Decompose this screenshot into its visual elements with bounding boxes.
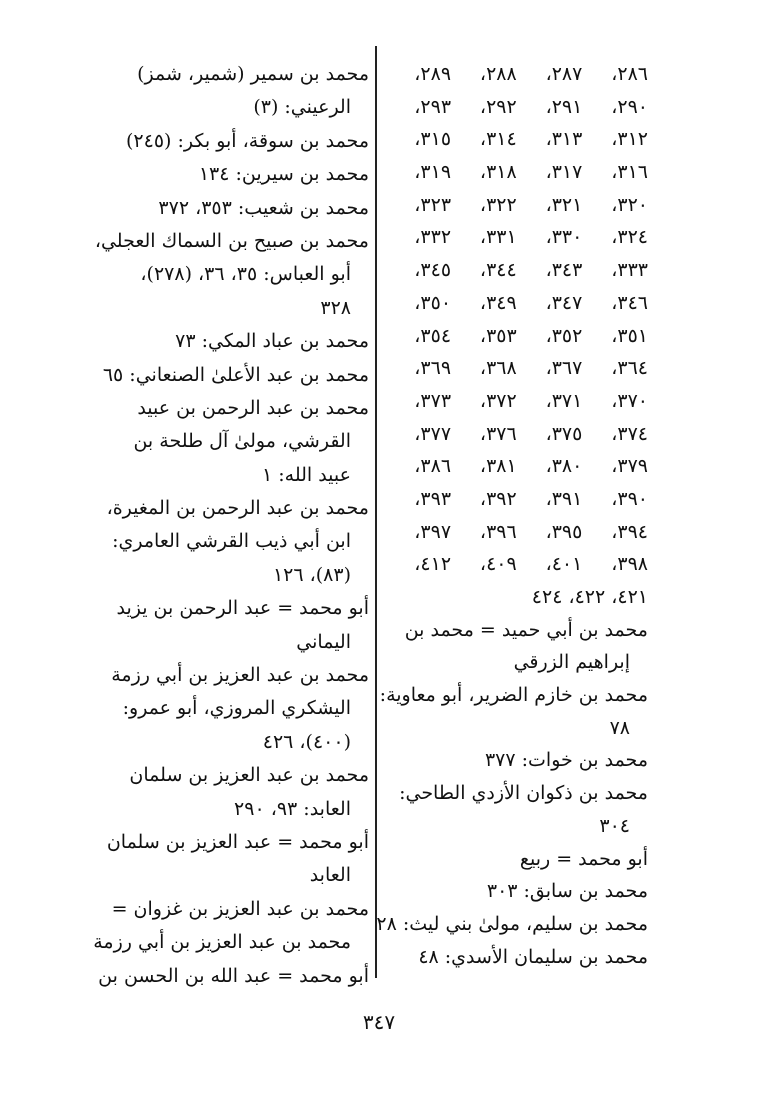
page-ref: ٣٥٣، [479, 324, 517, 347]
page-ref: ٤١٢، [414, 553, 452, 576]
page-ref: ٣١٩، [414, 161, 452, 184]
index-number-row [386, 516, 648, 549]
index-entry: محمد بن أبي حميد = محمد بن [404, 618, 648, 641]
index-entry: محمد بن صبيح بن السماك العجلي، [94, 229, 369, 252]
page-ref: ٣٦٧، [545, 357, 583, 380]
page-ref: ٣٧٤، [611, 422, 648, 445]
index-line: ٤٢١، ٤٢٢، ٤٢٤ [531, 586, 648, 608]
page-ref: ٣٢١، [545, 193, 583, 216]
index-entry: محمد بن ذكوان الأزدي الطاحي: [399, 782, 648, 805]
index-number-row [386, 254, 648, 287]
page-ref: ٣٩٢، [479, 487, 517, 510]
page-ref: ٤٠٩، [479, 553, 517, 576]
index-entry-continuation: إبراهيم الزرقي [513, 651, 630, 674]
page-ref: ٢٩٣، [414, 95, 452, 118]
index-entry: محمد بن خوات: ٣٧٧ [484, 749, 648, 772]
page-ref: ٣٢٠، [611, 193, 648, 216]
page-ref: ٣١٧، [545, 161, 583, 184]
page-ref: ٣٤٦، [611, 291, 648, 314]
page-ref: ٢٩١، [545, 95, 583, 118]
index-number-row [386, 483, 648, 516]
page-ref: ٣٣٣، [611, 259, 648, 282]
page-ref: ٣١٢، [611, 128, 648, 151]
page-ref: ٣٤٥، [414, 259, 452, 282]
page-ref: ٣٨٦، [414, 455, 452, 478]
page-ref: ٣٩٦، [479, 520, 517, 543]
column-divider [375, 46, 377, 978]
index-number-row [386, 450, 648, 483]
index-entry: محمد بن خازم الضرير، أبو معاوية: [379, 684, 648, 707]
index-entry-continuation: (٤٠٠)، ٤٢٦ [262, 730, 351, 753]
page-ref: ٣٦٩، [414, 357, 452, 380]
index-entry-continuation: ابن أبي ذيب القرشي العامري: [112, 530, 351, 553]
page-ref: ٣٤٩، [479, 291, 517, 314]
page-ref: ٣١٣، [545, 128, 583, 151]
page-ref: ٢٨٦، [611, 63, 648, 85]
index-entry-continuation: العابد: ٩٣، ٢٩٠ [234, 797, 351, 820]
page-ref: ٣٣٢، [414, 226, 452, 249]
index-entry: محمد بن عبد الرحمن بن عبيد [137, 396, 369, 419]
page-ref: ٣٧٣، [414, 389, 452, 412]
page-ref: ٣٧٥، [545, 422, 583, 445]
page-ref: ٣٤٤، [479, 259, 517, 282]
page-ref: ٣٨٠، [545, 455, 583, 478]
index-entry: محمد بن سابق: ٣٠٣ [486, 880, 648, 903]
index-entry-continuation: القرشي، مولىٰ آل طلحة بن [133, 430, 351, 453]
page-ref: ٣٦٤، [611, 357, 648, 380]
page-ref: ٣٩٧، [414, 520, 452, 543]
page-ref: ٣٢٣، [414, 193, 452, 216]
index-entry: محمد بن سمير (شمير، شمز) [137, 63, 369, 85]
index-entry: أبو محمد = عبد الرحمن بن يزيد [116, 597, 369, 620]
page-ref: ٣٧٠، [611, 389, 648, 412]
page-ref: ٣٤٧، [545, 291, 583, 314]
page-ref: ٤٠١، [545, 553, 583, 576]
page-ref: ٣٨١، [479, 455, 517, 478]
index-entry-continuation: محمد بن عبد العزيز بن أبي رزمة [93, 931, 351, 954]
index-number-row [386, 156, 648, 189]
page-ref: ٣٢٤، [611, 226, 648, 249]
page-ref: ٣٥٠، [414, 291, 452, 314]
index-number-row [386, 287, 648, 320]
index-entry-continuation: عبيد الله: ١ [261, 463, 351, 486]
page-ref: ٣٩٨، [611, 553, 648, 576]
index-entry-continuation: اليشكري المروزي، أبو عمرو: [122, 697, 351, 720]
index-entry: أبو محمد = عبد العزيز بن سلمان [106, 830, 369, 853]
page-ref: ٣٣٠، [545, 226, 583, 249]
index-number-row [386, 352, 648, 385]
index-entry: أبو محمد = ربيع [519, 847, 648, 870]
index-entry: أبو محمد = عبد الله بن الحسن بن [98, 964, 369, 987]
page-ref: ٢٨٨، [479, 63, 517, 85]
index-number-row [386, 548, 648, 581]
page-ref: ٢٩٢، [479, 95, 517, 118]
page-ref: ٣١٨، [479, 161, 517, 184]
index-entry-continuation: أبو العباس: ٣٥، ٣٦، (٢٧٨)، [140, 263, 351, 286]
page-ref: ٣٤٣، [545, 259, 583, 282]
index-number-row [386, 123, 648, 156]
index-number-row [386, 189, 648, 222]
page-ref: ٣٦٨، [479, 357, 517, 380]
index-number-row [386, 385, 648, 418]
right-column [376, 58, 648, 973]
page-ref: ٣٩١، [545, 487, 583, 510]
index-entry-continuation: الرعيني: (٣) [253, 96, 351, 119]
index-entry: محمد بن عبد العزيز بن سلمان [129, 764, 369, 787]
page-ref: ٣٢٢، [479, 193, 517, 216]
page-ref: ٣٥٢، [545, 324, 583, 347]
page-ref: ٣٧١، [545, 389, 583, 412]
index-entry-continuation: اليماني [296, 630, 351, 653]
index-entry: محمد بن عبد الرحمن بن المغيرة، [106, 497, 369, 520]
page-ref: ٢٨٩، [414, 63, 452, 85]
index-number-row [386, 418, 648, 451]
index-entry: محمد بن عباد المكي: ٧٣ [175, 330, 369, 353]
page-ref: ٢٩٠، [611, 95, 648, 118]
index-entry: محمد بن عبد العزيز بن أبي رزمة [111, 664, 369, 687]
page-ref: ٣٧٩، [611, 455, 648, 478]
page-ref: ٣٧٦، [479, 422, 517, 445]
page-ref: ٣١٦، [611, 161, 648, 184]
index-number-row [386, 91, 648, 124]
index-entry-continuation: ٣٢٨ [320, 296, 351, 319]
index-entry: محمد بن سليمان الأسدي: ٤٨ [418, 945, 648, 968]
page-ref: ٢٨٧، [545, 63, 583, 85]
page-ref: ٣٥١، [611, 324, 648, 347]
index-entry: محمد بن سيرين: ١٣٤ [198, 163, 369, 186]
index-number-row [386, 58, 648, 91]
page-ref: ٣٩٠، [611, 487, 648, 510]
page-ref: ٣٩٤، [611, 520, 648, 543]
page-ref: ٣٩٣، [414, 487, 452, 510]
index-entry-continuation: ٣٠٤ [599, 814, 630, 837]
page-ref: ٣١٥، [414, 128, 452, 151]
index-entry: محمد بن عبد العزيز بن غزوان = [111, 897, 369, 920]
index-entry-continuation: العابد [309, 864, 351, 887]
page-ref: ٣٩٥، [545, 520, 583, 543]
page-ref: ٣٣١، [479, 226, 517, 249]
page-ref: ٣٧٧، [414, 422, 452, 445]
index-entry: محمد بن سليم، مولىٰ بني ليث: ٢٨ [376, 912, 648, 935]
index-number-row [386, 221, 648, 254]
index-entry: محمد بن عبد الأعلىٰ الصنعاني: ٦٥ [102, 363, 369, 386]
page-ref: ٣٥٤، [414, 324, 452, 347]
left-column [93, 58, 369, 993]
page-ref: ٣٧٢، [479, 389, 517, 412]
index-entry-continuation: (٨٣)، ١٢٦ [272, 563, 351, 586]
index-entry: محمد بن سوقة، أبو بكر: (٢٤٥) [126, 129, 369, 152]
page-ref: ٣١٤، [479, 128, 517, 151]
index-entry: محمد بن شعيب: ٣٥٣، ٣٧٢ [158, 196, 369, 219]
index-entry-continuation: ٧٨ [609, 716, 630, 739]
page-number: ٣٤٧ [362, 1010, 396, 1034]
index-number-row [386, 320, 648, 353]
